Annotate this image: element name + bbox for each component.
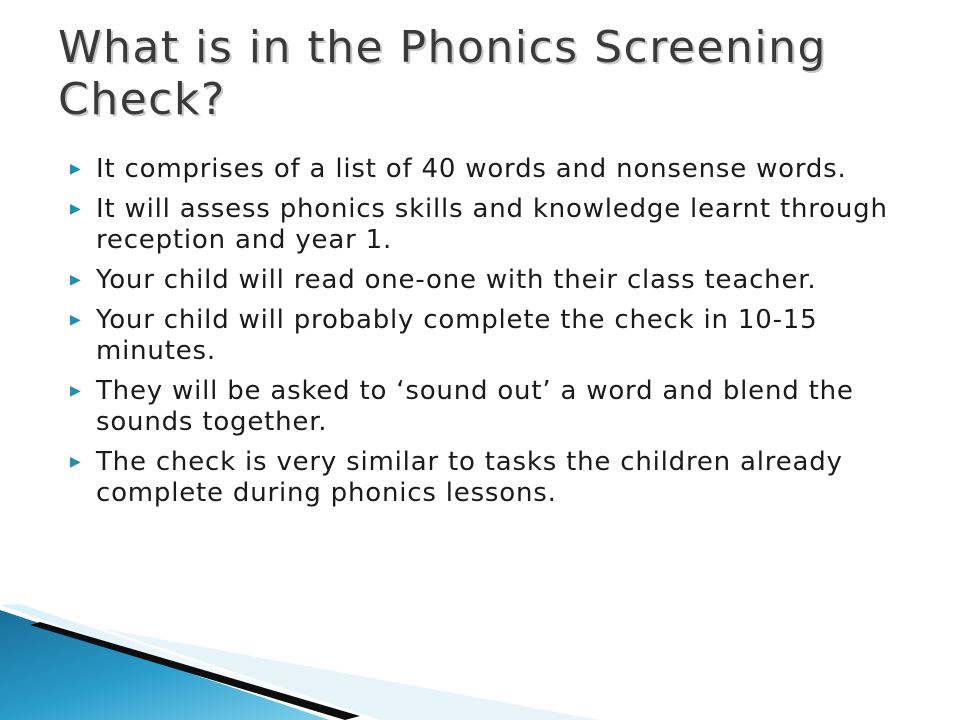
list-item [70,154,910,185]
triangle-right-icon: ▶ [70,272,81,288]
triangle-right-icon: ▶ [70,383,81,399]
slide-title: What is in the Phonics Screening Check? [58,22,827,125]
bullet-text: Your child will read one-one with their class teacher. [96,265,817,295]
list-item [70,305,910,367]
triangle-right-icon: ▶ [70,312,81,328]
bullet-text: The check is very similar to tasks the children already complete during phonics lessons. [96,447,843,508]
triangle-right-icon: ▶ [70,454,81,470]
bullet-text: It comprises of a list of 40 words and nonsense words. [96,154,847,184]
list-item [70,447,910,509]
triangle-right-icon: ▶ [70,161,81,177]
list-item [70,265,910,296]
list-item [70,194,910,256]
bullet-text: They will be asked to ‘sound out’ a word and blend the sounds together. [96,376,854,437]
triangle-right-icon: ▶ [70,201,81,217]
list-item [70,376,910,438]
bullet-text: Your child will probably complete the check in 10-15 minutes. [96,305,818,366]
bullet-list [70,154,910,518]
bullet-text: It will assess phonics skills and knowledge learnt through reception and year 1. [96,194,888,255]
